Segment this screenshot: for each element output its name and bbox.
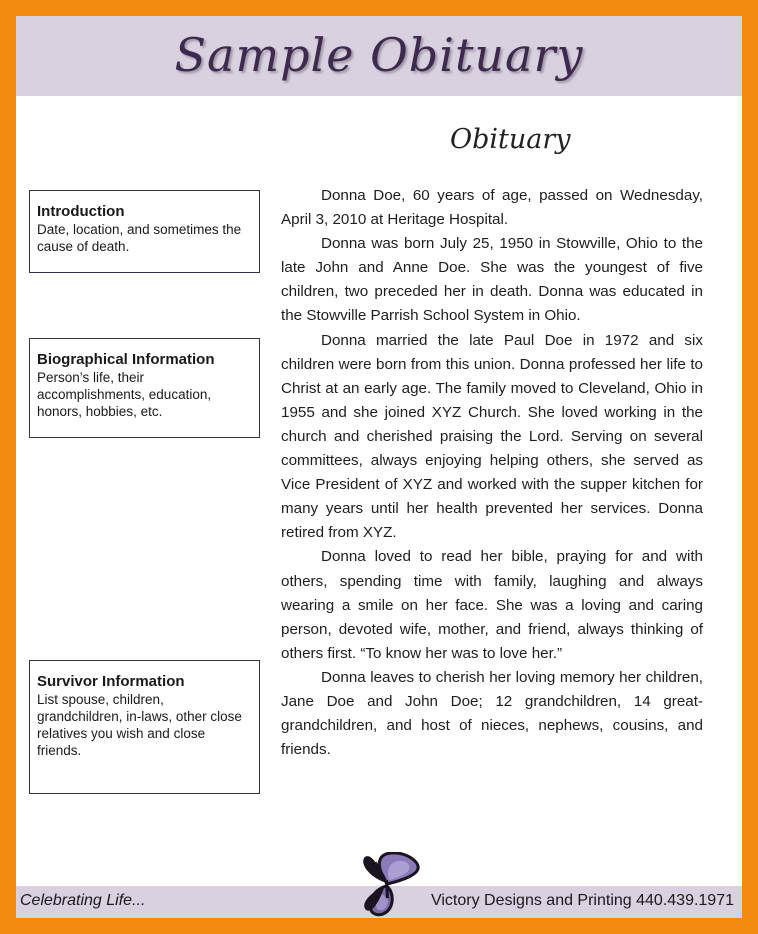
page-title: Sample Obituary	[174, 28, 584, 82]
callout-title: Biographical Information	[37, 351, 215, 368]
obituary-body	[281, 184, 703, 762]
callout-text: List spouse, children, grandchildren, in-laws, other close relatives you wish and close friends.	[37, 692, 242, 758]
callout-biographical-information	[29, 338, 260, 438]
paragraph-biography-hobbies: Donna loved to read her bible, praying for and with others, spending time with family, laughing and always wearing a smile on her face. She was a loving and caring person, devoted wife, mother, and friend, always thinking of others first. “To know her was to love her.”	[281, 548, 703, 662]
footer-printer-credit: Victory Designs and Printing 440.439.1971	[430, 892, 734, 909]
callout-survivor-information	[29, 660, 260, 794]
callout-title: Introduction	[37, 203, 125, 220]
paragraph-biography-early: Donna was born July 25, 1950 in Stowville, Ohio to the late John and Anne Doe. She was the youngest of five children, two preceded her in death. Donna was educated in the Stowville Parrish School System in Ohio.	[281, 235, 703, 325]
paragraph-biography-marriage: Donna married the late Paul Doe in 1972 and six children were born from this union. Donna professed her life to Christ at an early age. The family moved to Cleveland, Ohio in 1955 and she joined XYZ Church. She loved working in the church and cherished praising the Lord. Serving on several committees, always enjoying helping others, she served as Vice President of XYZ and worked with the supper kitchen for many years until her health prevented her services. Donna retired from XYZ.	[281, 331, 703, 542]
paragraph-survivors: Donna leaves to cherish her loving memory her children, Jane Doe and John Doe; 12 grandchildren, 14 great-grandchildren, and host of nieces, nephews, cousins, and friends.	[281, 668, 703, 759]
obituary-page	[16, 16, 742, 918]
paragraph-introduction: Donna Doe, 60 years of age, passed on Wednesday, April 3, 2010 at Heritage Hospital.	[281, 187, 703, 229]
footer-tagline: Celebrating Life...	[20, 892, 146, 909]
butterfly-icon	[356, 852, 422, 918]
obituary-heading: Obituary	[450, 124, 571, 155]
callout-text: Date, location, and sometimes the cause of death.	[37, 222, 242, 254]
callout-text: Person’s life, their accomplishments, education, honors, hobbies, etc.	[37, 370, 212, 419]
callout-title: Survivor Information	[37, 673, 185, 690]
callout-introduction	[29, 190, 260, 273]
header-banner	[16, 16, 742, 96]
